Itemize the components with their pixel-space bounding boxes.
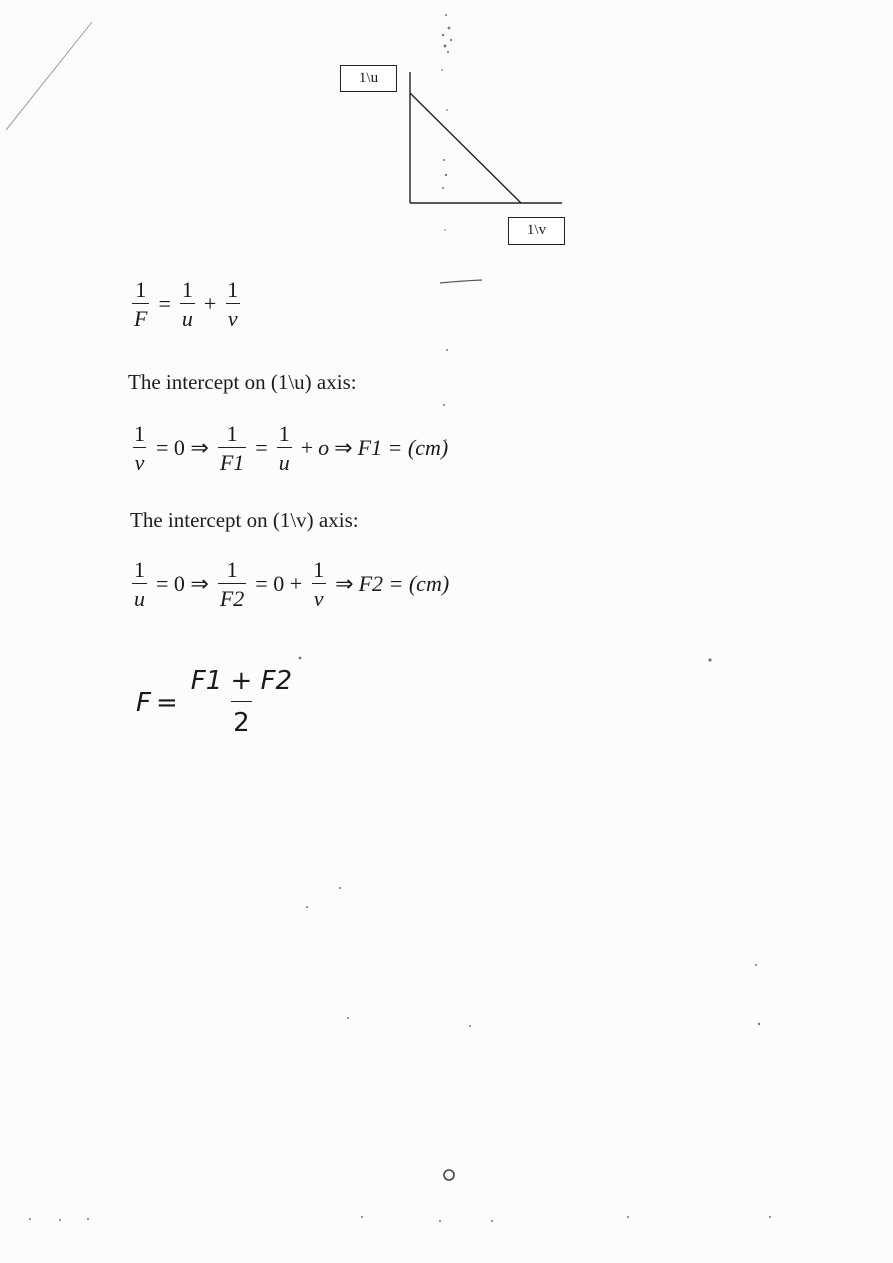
lens-formula: $\frac{1}{F}$ = $\frac{1}{u}$ + $\frac{1}{v}$	[134, 277, 239, 332]
fraction: $\frac{1}{v}$	[227, 277, 239, 332]
y-axis-label: 1\u	[340, 65, 397, 92]
graph-line	[410, 93, 521, 203]
intercept-u-equation: $\frac{1}{v}$ = 0 ⇒ $\frac{1}{F1}$ = $\frac{1}{u}$ + o ⇒ F1 = (cm)	[134, 421, 449, 476]
intercept-v-equation: $\frac{1}{u}$ = 0 ⇒ $\frac{1}{F2}$ = 0 + $\frac{1}{v}$ ⇒ F2 = (cm)	[134, 557, 450, 612]
fraction: $\frac{1}{v}$	[313, 557, 325, 612]
fraction: $\frac{1}{F2}$	[219, 557, 245, 612]
intercept-u-caption: The intercept on (1\u) axis:	[128, 370, 357, 394]
f2-result: F2 = (cm)	[358, 571, 450, 597]
average-formula: F = $\frac{F1 + F2}{2}$	[136, 668, 300, 738]
f1-result: F1 = (cm)	[357, 435, 449, 461]
intercept-v-caption: The intercept on (1\v) axis:	[130, 508, 359, 532]
fraction: $\frac{1}{v}$	[134, 421, 145, 476]
fraction: $\frac{1}{F1}$	[219, 421, 245, 476]
fraction: $\frac{1}{u}$	[134, 557, 145, 612]
fraction: $\frac{F1 + F2}{2}$	[190, 666, 293, 739]
fraction: $\frac{1}{F}$	[134, 277, 148, 332]
graph	[340, 62, 570, 247]
fraction: $\frac{1}{u}$	[181, 277, 193, 332]
fraction: $\frac{1}{u}$	[278, 421, 290, 476]
x-axis-label: 1\v	[508, 217, 565, 245]
